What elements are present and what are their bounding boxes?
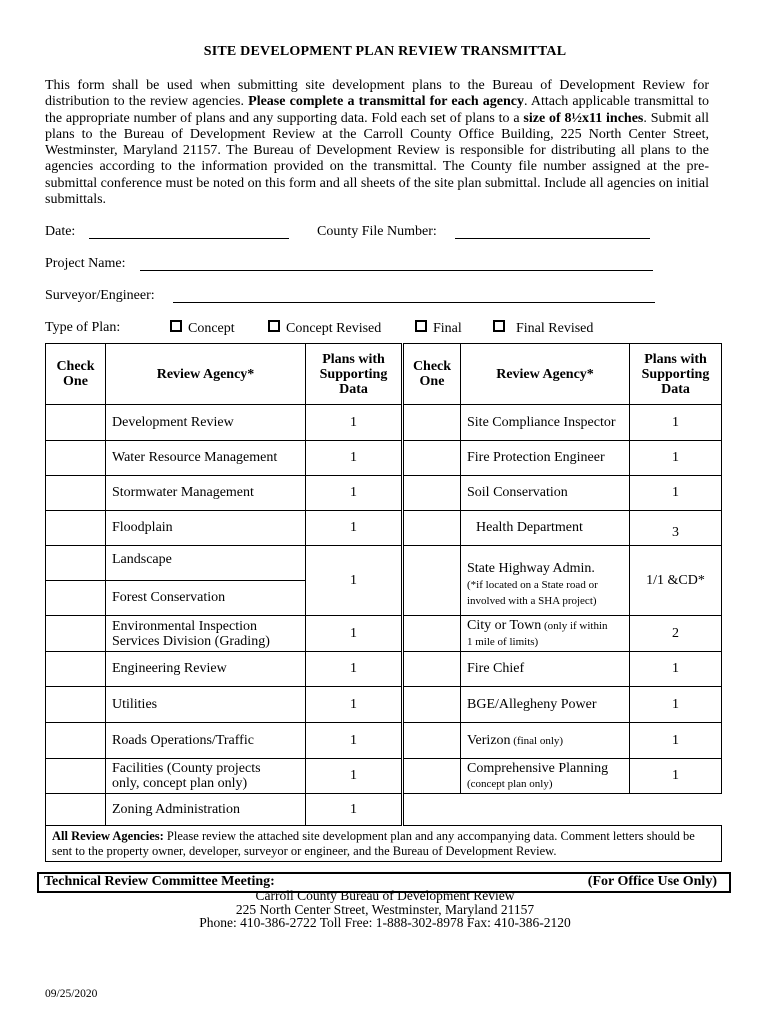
check-cell[interactable]	[46, 441, 106, 476]
table-note-row	[46, 826, 722, 862]
agency-name: Comprehensive Planning (concept plan only)	[461, 759, 630, 794]
instructions-paragraph: This form shall be used when submitting site development plans to the Bureau of Development Review for distribution to the review agencies. Please complete a transmittal for each agency. Attach applicable transmittal to the appropriate number of plans and any supporting data. Fold each set of plans to a size of 8½x11 inches. Submit all plans to the Bureau of Development Review at the Carroll County Office Building, 225 North Center Street, Westminster, Maryland 21157. The Bureau of Development Review is responsible for distributing all plans to the agencies according to the information provided on the transmittal. The County file number assigned at the pre-submittal conference must be noted on this form and all sheets of the site plan submittal. Include all agencies on initial submittals.	[45, 78, 709, 208]
surveyor-engineer-input-line[interactable]	[173, 302, 655, 303]
trc-label: Technical Review Committee Meeting:	[44, 874, 275, 889]
plan-count: 1	[306, 759, 403, 794]
agency-name: Engineering Review	[106, 652, 306, 687]
plan-count: 1/1 &CD*	[630, 546, 722, 616]
checkbox-icon[interactable]	[268, 320, 280, 332]
plan-count: 1	[306, 616, 403, 652]
check-cell[interactable]	[403, 476, 461, 511]
check-cell[interactable]	[46, 723, 106, 759]
surveyor-engineer-label: Surveyor/Engineer:	[45, 288, 155, 303]
table-row	[46, 616, 722, 652]
footer-address: Carroll County Bureau of Development Review 225 North Center Street, Westminster, Maryland 21157 Phone: 410-386-2722 Toll Free: 1-888-302-8978 Fax: 410-386-2120	[199, 888, 571, 930]
table-row	[46, 546, 722, 581]
check-cell[interactable]	[403, 546, 461, 616]
check-cell[interactable]	[403, 723, 461, 759]
checkbox-icon[interactable]	[170, 320, 182, 332]
agency-name: Verizon (final only)	[461, 723, 630, 759]
check-cell[interactable]	[46, 652, 106, 687]
agency-name: Fire Chief	[461, 652, 630, 687]
agency-name: BGE/Allegheny Power	[461, 687, 630, 723]
check-cell[interactable]	[46, 511, 106, 546]
agency-name: Forest Conservation	[106, 581, 306, 616]
plan-type-final[interactable]: Final	[415, 320, 462, 337]
plan-count: 1	[306, 723, 403, 759]
plan-count: 1	[306, 511, 403, 546]
county-file-number-input-line[interactable]	[455, 238, 650, 239]
check-cell[interactable]	[403, 652, 461, 687]
check-cell[interactable]	[46, 581, 106, 616]
checkbox-icon[interactable]	[415, 320, 427, 332]
check-cell[interactable]	[46, 759, 106, 794]
table-row	[46, 441, 722, 476]
office-use-label: (For Office Use Only)	[587, 874, 717, 889]
plan-count: 1	[306, 794, 403, 826]
agency-name: Facilities (County projects only, concept plan only)	[106, 759, 306, 794]
table-row	[46, 723, 722, 759]
table-row	[46, 476, 722, 511]
plan-count: 1	[306, 652, 403, 687]
instructions-emphasis-2: size of 8½x11 inches	[523, 110, 644, 126]
date-input-line[interactable]	[89, 238, 289, 239]
agency-name: Development Review	[106, 405, 306, 441]
agency-name: Environmental Inspection Services Division (Grading)	[106, 616, 306, 652]
check-cell[interactable]	[403, 405, 461, 441]
agency-name: Utilities	[106, 687, 306, 723]
plan-count: 1	[630, 759, 722, 794]
plans-header: Plans with Supporting Data	[630, 344, 722, 405]
agency-name: Fire Protection Engineer	[461, 441, 630, 476]
plan-count: 1	[630, 405, 722, 441]
table-row	[46, 794, 722, 826]
plan-count: 1	[306, 476, 403, 511]
agency-name: City or Town (only if within 1 mile of limits)	[461, 616, 630, 652]
instructions-emphasis-1: Please complete a transmittal for each agency	[248, 94, 525, 110]
agency-name: Site Compliance Inspector	[461, 405, 630, 441]
plan-count: 2	[630, 616, 722, 652]
check-cell[interactable]	[403, 511, 461, 546]
check-cell[interactable]	[46, 476, 106, 511]
plans-header: Plans with Supporting Data	[306, 344, 403, 405]
table-row	[46, 687, 722, 723]
agency-name: Landscape	[106, 546, 306, 581]
check-cell[interactable]	[403, 441, 461, 476]
check-one-header: Check One	[403, 344, 461, 405]
agency-name: Floodplain	[106, 511, 306, 546]
check-cell[interactable]	[46, 546, 106, 581]
table-row	[46, 652, 722, 687]
agency-name: Health Department	[461, 511, 630, 546]
agency-name: Zoning Administration	[106, 794, 306, 826]
plan-count: 1	[306, 405, 403, 441]
date-label: Date:	[45, 224, 76, 239]
project-name-input-line[interactable]	[140, 270, 653, 271]
agency-name: Water Resource Management	[106, 441, 306, 476]
plan-type-concept[interactable]: Concept	[170, 320, 235, 337]
plan-type-label: Type of Plan:	[45, 320, 121, 335]
check-one-header: Check One	[46, 344, 106, 405]
table-row	[46, 405, 722, 441]
all-agencies-note: All Review Agencies: Please review the attached site development plan and any accompanying data. Comment letters should be sent to the property owner, developer, surveyor or engineer, and the Bureau of Development Review.	[46, 826, 722, 862]
plan-count: 1	[306, 441, 403, 476]
check-cell[interactable]	[46, 616, 106, 652]
review-agency-header: Review Agency*	[461, 344, 630, 405]
agency-name: Roads Operations/Traffic	[106, 723, 306, 759]
revision-date: 09/25/2020	[45, 988, 98, 1000]
plan-type-concept-revised[interactable]: Concept Revised	[268, 320, 381, 337]
plan-count: 1	[630, 476, 722, 511]
check-cell[interactable]	[403, 759, 461, 794]
agency-name: Soil Conservation	[461, 476, 630, 511]
plan-count: 1	[630, 723, 722, 759]
table-row	[46, 759, 722, 794]
plan-count: 1	[630, 441, 722, 476]
agency-name: Stormwater Management	[106, 476, 306, 511]
plan-count: 1	[306, 687, 403, 723]
review-agency-table	[45, 343, 722, 862]
checkbox-icon[interactable]	[493, 320, 505, 332]
table-row	[46, 511, 722, 546]
plan-type-final-revised[interactable]: Final Revised	[493, 320, 593, 337]
check-cell[interactable]	[46, 794, 106, 826]
table-header-row	[46, 344, 722, 405]
agency-name-sha: State Highway Admin. (*if located on a State road or involved with a SHA project)	[461, 546, 630, 616]
form-title: SITE DEVELOPMENT PLAN REVIEW TRANSMITTAL	[203, 44, 567, 59]
check-cell[interactable]	[46, 687, 106, 723]
check-cell[interactable]	[403, 616, 461, 652]
review-agency-header: Review Agency*	[106, 344, 306, 405]
county-file-number-label: County File Number:	[317, 224, 437, 239]
plan-count: 1	[630, 687, 722, 723]
check-cell[interactable]	[46, 405, 106, 441]
empty-cell	[403, 794, 722, 826]
check-cell[interactable]	[403, 687, 461, 723]
plan-count: 3	[630, 511, 722, 546]
plan-count: 1	[630, 652, 722, 687]
plan-count: 1	[306, 546, 403, 616]
project-name-label: Project Name:	[45, 256, 126, 271]
